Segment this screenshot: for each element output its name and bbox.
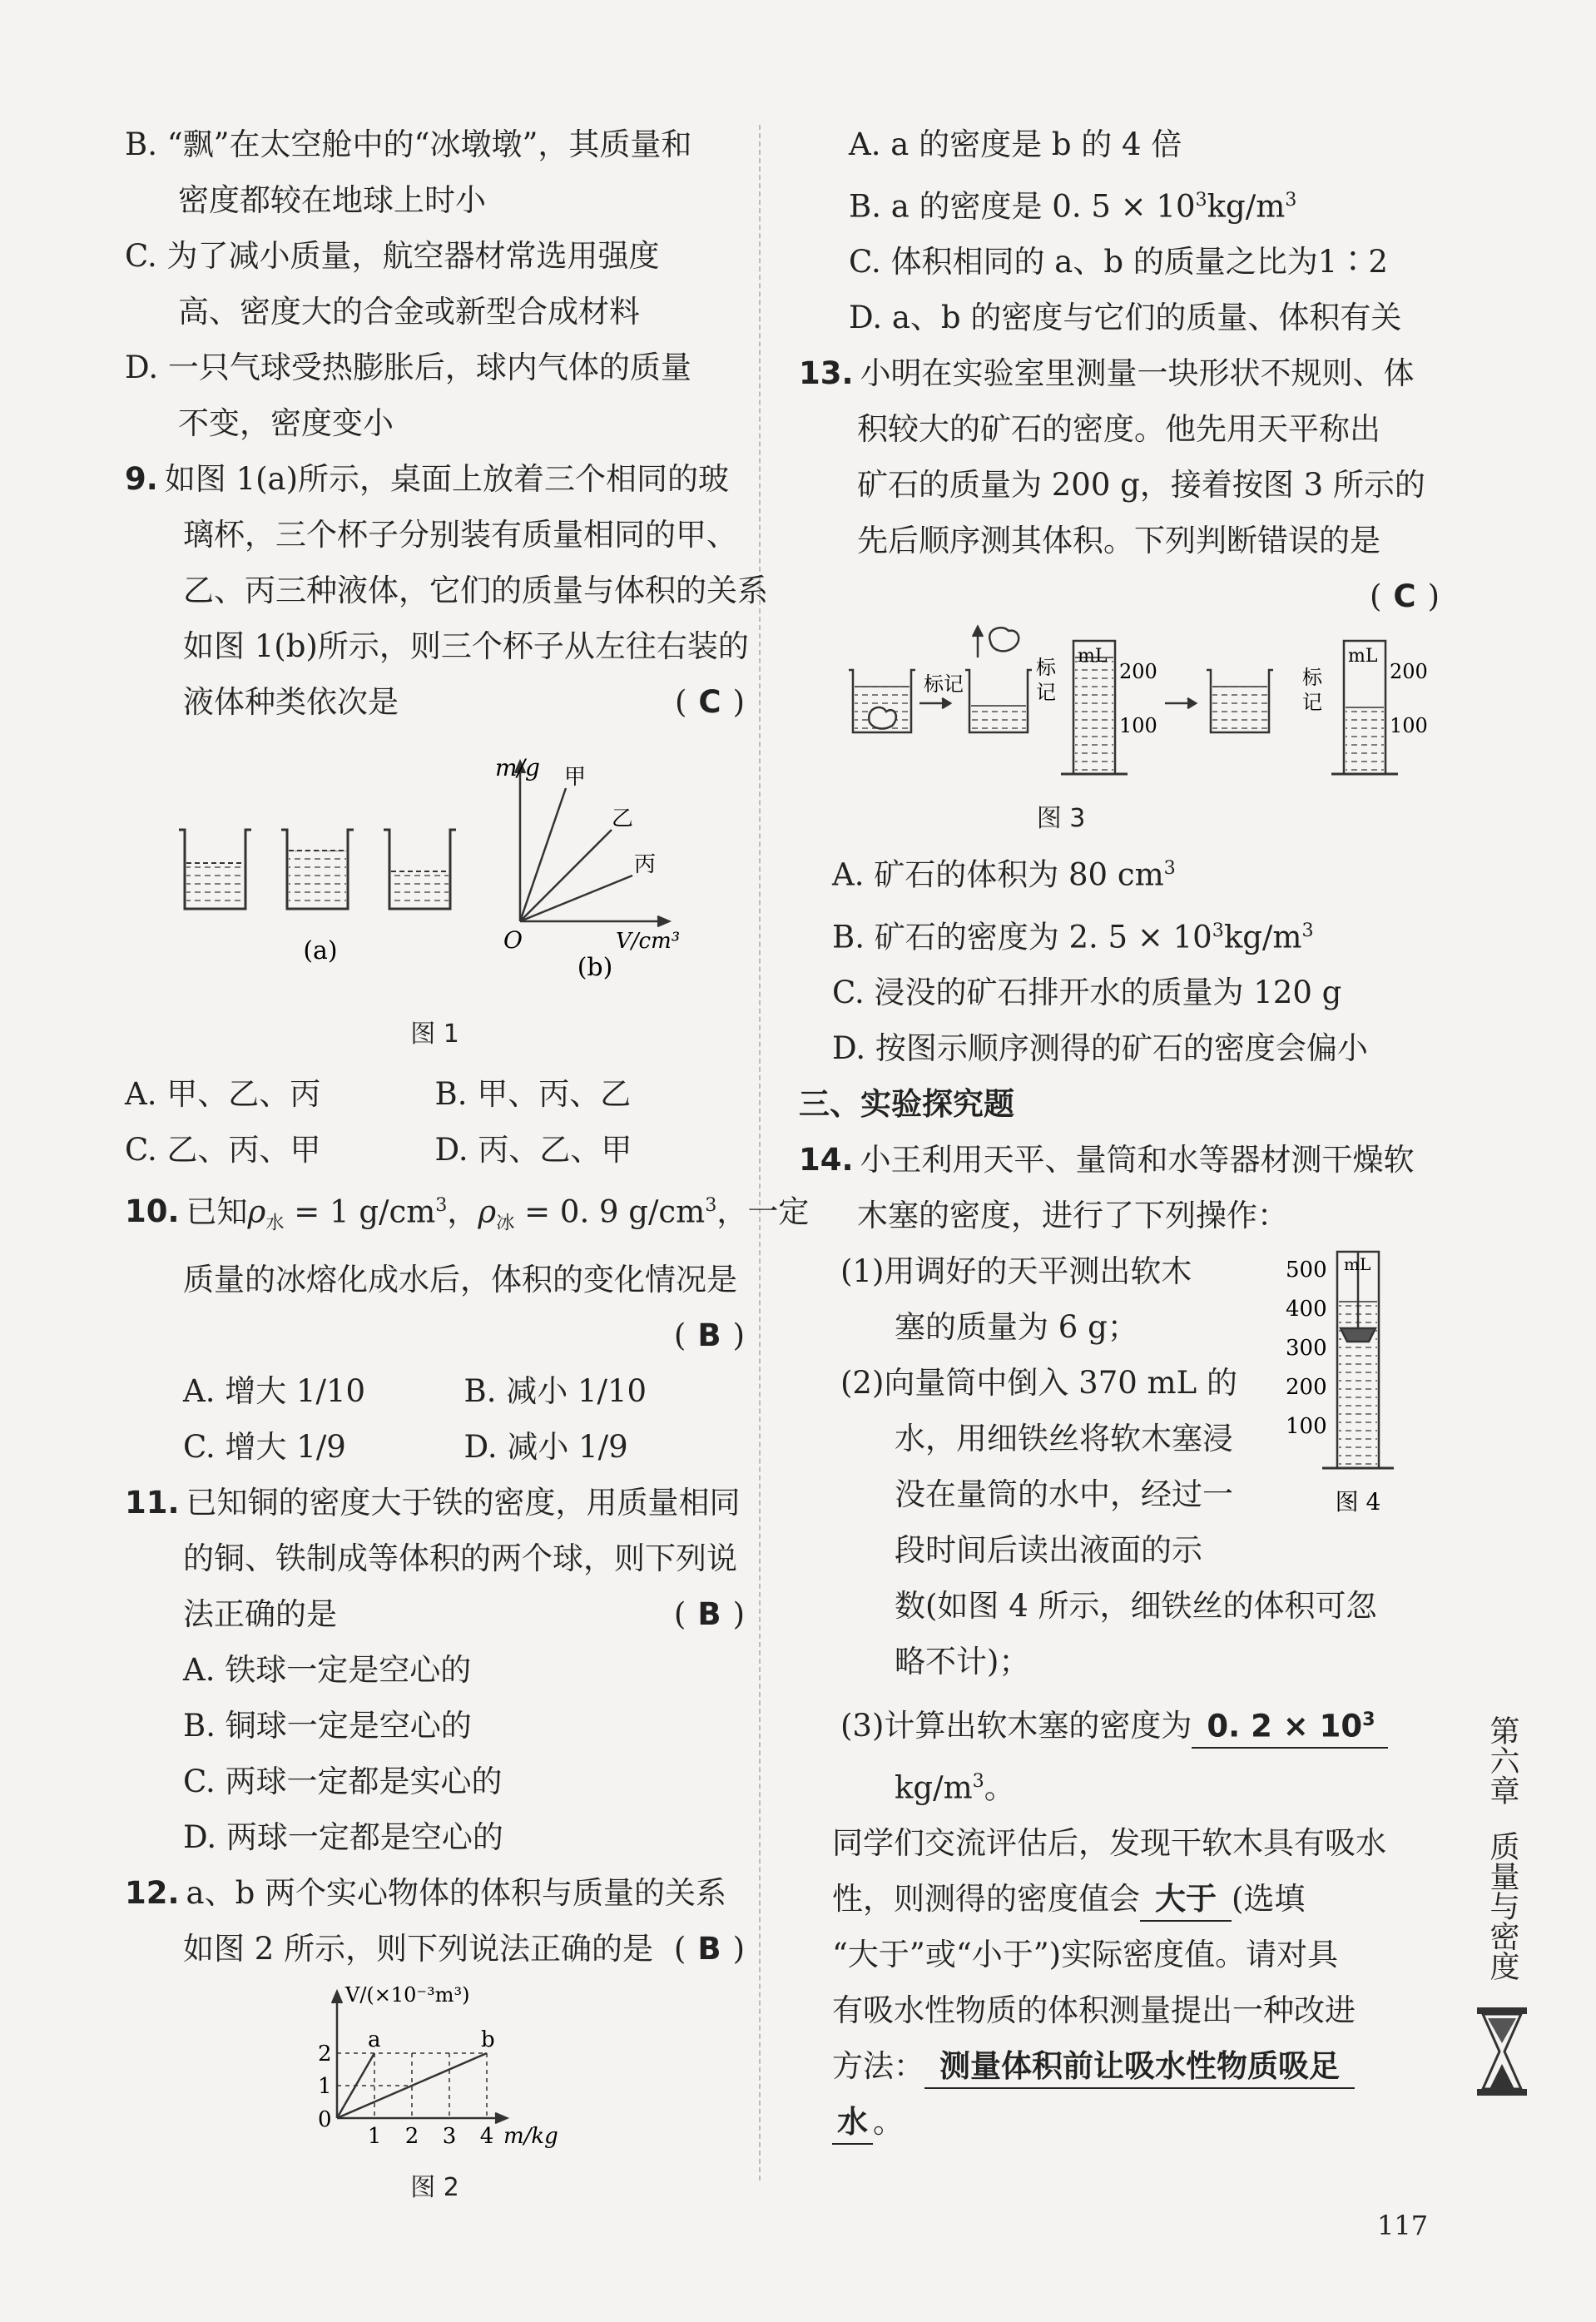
q14-step1-line2: 塞的质量为 6 g； <box>895 1308 1138 1345</box>
q14-text1: 小王利用天平、量筒和水等器材测干燥软 <box>860 1141 1415 1178</box>
q11-number: 11. <box>125 1484 180 1521</box>
q14-eval-text5: 方法： <box>832 2048 924 2085</box>
q11-stem-line1 <box>125 1475 745 1531</box>
figure-2-caption: 图 2 <box>410 2172 459 2202</box>
q12-option-b-sup2: 3 <box>1285 189 1297 211</box>
fig1-label-bing: 丙 <box>634 852 657 877</box>
q12-option-b-text: B. a 的密度是 0. 5 × 10 <box>849 188 1196 225</box>
q12-option-b-sup: 3 <box>1195 189 1207 211</box>
q10-paren-open: ( <box>673 1317 686 1353</box>
q14-density-unit-sup: 3 <box>972 1769 984 1792</box>
q10-answer-line <box>125 1307 745 1363</box>
q14-eval-line4: 有吸水性物质的体积测量提出一种改进 <box>832 1992 1356 2029</box>
q14-step1-line1: (1)用调好的天平测出软木 <box>840 1253 1192 1289</box>
fig1-label-b: (b) <box>577 953 613 982</box>
q14-eval-line3: “大于”或“小于”)实际密度值。请对具 <box>832 1937 1339 1973</box>
q14-eval-line6 <box>832 2094 1440 2150</box>
q13-stem-line1 <box>799 345 1440 401</box>
q12-text1: a、b 两个实心物体的体积与质量的关系 <box>186 1874 727 1911</box>
q12-paren-open: ( <box>673 1930 686 1967</box>
q14-stem-line2: 木塞的密度，进行了下列操作： <box>857 1197 1288 1233</box>
q13-text1: 小明在实验室里测量一块形状不规则、体 <box>860 355 1415 392</box>
q12-option-a: A. a 的密度是 b 的 4 倍 <box>849 127 1182 162</box>
q14-eval-text2b: (选填 <box>1232 1881 1306 1918</box>
q14-eval-line2 <box>832 1871 1440 1927</box>
column-divider <box>759 125 761 2181</box>
fig1-label-jia: 甲 <box>564 765 587 790</box>
q13-number: 13. <box>799 355 854 392</box>
q13-option-d: D. 按图示顺序测得的矿石的密度会偏小 <box>832 1030 1368 1066</box>
q13-option-a <box>832 841 1440 902</box>
q9-stem-line5 <box>125 674 745 730</box>
q14-method-answer: 测量体积前让吸水性物质吸足 <box>924 2046 1355 2089</box>
q13-option-c: C. 浸没的矿石排开水的质量为 120 g <box>832 974 1342 1010</box>
q14-density-answer <box>1192 1699 1388 1749</box>
q13-option-a-sup: 3 <box>1163 857 1176 880</box>
q13-option-b-sup2: 3 <box>1301 919 1314 941</box>
q11-option-a: A. 铁球一定是空心的 <box>183 1651 472 1688</box>
q14-eval-text2: 性，则测得的密度值会 <box>832 1881 1140 1918</box>
q14-eval-line1: 同学们交流评估后，发现干软木具有吸水 <box>832 1825 1386 1862</box>
q13-stem-line4: 先后顺序测其体积。下列判断错误的是 <box>857 523 1380 559</box>
figure-2 <box>125 1977 745 2151</box>
q8-option-c-line1: C. 为了减小质量，航空器材常选用强度 <box>125 238 660 274</box>
q14-density-value: 0. 2 × 10 <box>1207 1707 1363 1744</box>
q9-answer-box <box>675 674 745 730</box>
fig2-origin: 0 <box>318 2106 332 2132</box>
fig1-ylabel: m/g <box>495 754 540 781</box>
fig4-200: 200 <box>1286 1374 1327 1400</box>
q10-cube1: 3 <box>435 1194 448 1216</box>
q12-option-b <box>832 172 1440 234</box>
chapter-side-tab <box>1460 1706 1544 2105</box>
q13-answer-box <box>1370 568 1440 624</box>
q12-stem-line1 <box>125 1865 745 1921</box>
q9-stem-line1 <box>125 451 745 507</box>
q12-option-c: C. 体积相同的 a、b 的质量之比为1∶2 <box>849 244 1388 280</box>
fig2-x2: 2 <box>404 2123 419 2149</box>
fig3-200-1: 200 <box>1119 660 1157 684</box>
beaker-1 <box>179 830 251 909</box>
q14-step3-line2 <box>832 1754 1440 1815</box>
q10-pre: 已知 <box>186 1193 248 1230</box>
q10-answer-box <box>674 1307 745 1363</box>
q13-answer: C <box>1393 578 1416 615</box>
fig2-ylabel: V/(×10⁻³m³) <box>345 1982 470 2007</box>
hourglass-icon <box>1473 2006 1531 2097</box>
fig1-label-a: (a) <box>303 936 338 965</box>
right-column <box>799 117 1440 2150</box>
q11-text3: 法正确的是 <box>183 1595 337 1632</box>
fig4-100: 100 <box>1286 1413 1327 1439</box>
q10-sep: ， <box>447 1193 478 1230</box>
beaker-2 <box>281 830 354 909</box>
q11-stem-line2: 的铜、铁制成等体积的两个球，则下列说 <box>183 1540 737 1576</box>
figure-3 <box>832 624 1440 791</box>
q12-answer: B <box>697 1930 721 1967</box>
q14-step2-line2: 水，用细铁丝将软木塞浸 <box>895 1420 1233 1456</box>
q13-option-a-text: A. 矿石的体积为 80 cm <box>832 856 1164 893</box>
fig3-mark-3a: 标 <box>1302 666 1322 690</box>
fig3-ml-1: mL <box>1078 646 1108 667</box>
fig1-origin: O <box>503 926 523 954</box>
q14-steps-block <box>832 1243 1440 1578</box>
fig3-mark-2b: 记 <box>1036 681 1056 705</box>
q9-text5: 液体种类依次是 <box>183 684 399 720</box>
q10-option-d: D. 减小 1/9 <box>463 1428 628 1465</box>
q8-option-b-line1: B. “飘”在太空舱中的“冰墩墩”，其质量和 <box>125 127 692 162</box>
fig4-400: 400 <box>1286 1296 1327 1322</box>
q13-stem-line2: 积较大的矿石的密度。他先用天平称出 <box>857 411 1380 448</box>
q9-text1: 如图 1(a)所示，桌面上放着三个相同的玻 <box>164 461 730 497</box>
q8-option-b-line2: 密度都较在地球上时小 <box>178 182 486 218</box>
q9-option-c: C. 乙、丙、甲 <box>125 1132 321 1168</box>
q9-stem-line4: 如图 1(b)所示，则三个杯子从左往右装的 <box>183 628 749 664</box>
fig3-200-2: 200 <box>1390 660 1428 684</box>
q13-option-b <box>832 903 1440 965</box>
fig2-y2: 2 <box>318 2041 332 2066</box>
section-3-heading: 三、实验探究题 <box>799 1085 1014 1122</box>
q10-number: 10. <box>125 1193 180 1230</box>
q10-options-row2 <box>125 1419 745 1475</box>
q10-tail: ，一定 <box>716 1193 810 1230</box>
fig2-x3: 3 <box>442 2123 457 2149</box>
q11-stem-line3 <box>125 1586 745 1642</box>
q10-rho-ice: ρ <box>478 1193 497 1230</box>
q14-step2-line3: 没在量筒的水中，经过一 <box>895 1476 1233 1512</box>
fig1-line-yi <box>520 830 612 921</box>
fig3-100-2: 100 <box>1390 714 1428 738</box>
q12-answer-box <box>674 1921 745 1977</box>
fig2-label-a: a <box>368 2027 381 2052</box>
q13-option-b-text: B. 矿石的密度为 2. 5 × 10 <box>832 918 1212 955</box>
q9-paren-close: ) <box>732 684 745 720</box>
q10-stem-line1 <box>125 1178 810 1252</box>
fig2-xlabel: m/kg <box>503 2123 558 2149</box>
fig3-ml-2: mL <box>1348 646 1378 667</box>
figure-1-caption: 图 1 <box>410 1020 459 1049</box>
q13-paren-open: ( <box>1369 578 1382 615</box>
fig1-line-jia <box>520 788 566 921</box>
q11-paren-close: ) <box>732 1595 745 1632</box>
q13-stem-line3: 矿石的质量为 200 g，接着按图 3 所示的 <box>857 467 1425 504</box>
q9-options-row1 <box>125 1066 745 1122</box>
fig3-mark-1: 标记 <box>924 672 964 697</box>
figure-3-caption: 图 3 <box>1036 804 1086 834</box>
fig3-mark-2a: 标 <box>1036 656 1056 680</box>
left-column <box>125 117 810 2203</box>
q14-density-sup: 3 <box>1362 1708 1375 1730</box>
q14-step2-line6: 略不计)； <box>895 1643 1030 1679</box>
fig4-300: 300 <box>1286 1335 1327 1361</box>
fig3-mark-3b: 记 <box>1302 691 1322 715</box>
q11-option-d: D. 两球一定都是空心的 <box>183 1818 503 1855</box>
figure-4-caption: 图 4 <box>1335 1487 1381 1516</box>
q10-eq2: = 0. 9 g/cm <box>514 1193 706 1230</box>
q9-paren-open: ( <box>674 684 687 720</box>
q12-number: 12. <box>125 1874 180 1911</box>
fig2-x4: 4 <box>479 2123 494 2149</box>
q10-options-row1 <box>125 1363 745 1419</box>
q10-eq1: = 1 g/cm <box>284 1193 436 1230</box>
q12-paren-close: ) <box>732 1930 745 1967</box>
q9-answer: C <box>698 684 721 720</box>
q12-stem-line2 <box>125 1921 745 1977</box>
q13-option-b-sup: 3 <box>1212 919 1224 941</box>
q13-option-b-unit: kg/m <box>1223 918 1302 955</box>
q14-step2-line1: (2)向量筒中倒入 370 mL 的 <box>840 1364 1237 1401</box>
q9-option-d: D. 丙、乙、甲 <box>434 1132 632 1168</box>
fig1-line-bing <box>520 876 632 921</box>
q10-paren-close: ) <box>732 1317 745 1353</box>
q8-option-d-line2: 不变，密度变小 <box>178 405 394 441</box>
q14-eval-line5 <box>832 2038 1440 2094</box>
q14-compare-answer: 大于 <box>1140 1878 1232 1922</box>
q9-option-a: A. 甲、乙、丙 <box>125 1076 321 1112</box>
q8-option-d-line1: D. 一只气球受热膨胀后，球内气体的质量 <box>125 350 691 385</box>
fig2-y1: 1 <box>318 2073 332 2099</box>
q9-stem-line2: 璃杯，三个杯子分别装有质量相同的甲、 <box>183 517 737 553</box>
q11-option-c: C. 两球一定都是实心的 <box>183 1763 503 1799</box>
q14-number: 14. <box>799 1141 854 1178</box>
fig1-xlabel: V/cm³ <box>616 929 681 954</box>
q10-option-a: A. 增大 1/10 <box>183 1372 366 1409</box>
q10-cube2: 3 <box>705 1194 717 1216</box>
q11-text1: 已知铜的密度大于铁的密度，用质量相同 <box>186 1484 741 1521</box>
q11-paren-open: ( <box>673 1595 686 1632</box>
beaker-3 <box>384 830 456 909</box>
fig4-500: 500 <box>1286 1257 1327 1283</box>
q14-step3-line1 <box>832 1698 1440 1754</box>
q12-option-d: D. a、b 的密度与它们的质量、体积有关 <box>849 300 1402 336</box>
q11-answer-box <box>674 1586 745 1642</box>
q9-number: 9. <box>125 461 158 497</box>
q13-answer-line <box>832 568 1440 624</box>
q14-stem-line1 <box>799 1132 1440 1188</box>
q10-sub-ice: 冰 <box>496 1212 515 1234</box>
q8-option-c-line2: 高、密度大的合金或新型合成材料 <box>178 294 640 330</box>
fig1-label-yi: 乙 <box>612 806 634 831</box>
chapter-title: 质量与密度 <box>1485 1831 1519 1981</box>
q14-step2-line5: 数(如图 4 所示，细铁丝的体积可忽 <box>895 1587 1377 1624</box>
q10-rho-water: ρ <box>247 1193 266 1230</box>
q9-option-b: B. 甲、丙、乙 <box>434 1076 632 1112</box>
q14-step2-line4: 段时间后读出液面的示 <box>895 1531 1202 1568</box>
q10-answer: B <box>697 1317 721 1353</box>
fig2-x1: 1 <box>367 2123 382 2149</box>
fig3-100-1: 100 <box>1119 714 1157 738</box>
q9-options-row2 <box>125 1122 745 1178</box>
q14-step3-text: (3)计算出软木塞的密度为 <box>840 1707 1192 1744</box>
q11-option-b: B. 铜球一定是空心的 <box>183 1707 472 1744</box>
fig1-graph <box>515 762 669 926</box>
q11-answer: B <box>697 1595 721 1632</box>
page-number: 117 <box>1377 2210 1429 2241</box>
figure-4 <box>1286 1235 1444 1518</box>
q14-density-unit: kg/m <box>895 1769 973 1806</box>
q9-stem-line3: 乙、丙三种液体，它们的质量与体积的关系 <box>183 573 768 608</box>
fig2-label-b: b <box>481 2027 495 2052</box>
q10-stem-line2: 质量的冰熔化成水后，体积的变化情况是 <box>183 1261 737 1297</box>
q12-option-b-unit: kg/m <box>1207 188 1286 225</box>
q14-eval-end: 。 <box>873 2104 904 2141</box>
q10-sub-water: 水 <box>265 1212 285 1234</box>
q10-option-b: B. 减小 1/10 <box>463 1372 647 1409</box>
q13-paren-close: ) <box>1427 578 1440 615</box>
fig4-ml: mL <box>1344 1253 1371 1274</box>
figure-1 <box>125 730 745 1005</box>
q14-step3-end: 。 <box>984 1769 1015 1806</box>
q12-text2: 如图 2 所示，则下列说法正确的是 <box>183 1930 654 1967</box>
chapter-label: 第六章 <box>1485 1715 1519 1805</box>
q14-method-answer-cont: 水 <box>832 2101 873 2145</box>
q10-option-c: C. 增大 1/9 <box>183 1428 346 1465</box>
